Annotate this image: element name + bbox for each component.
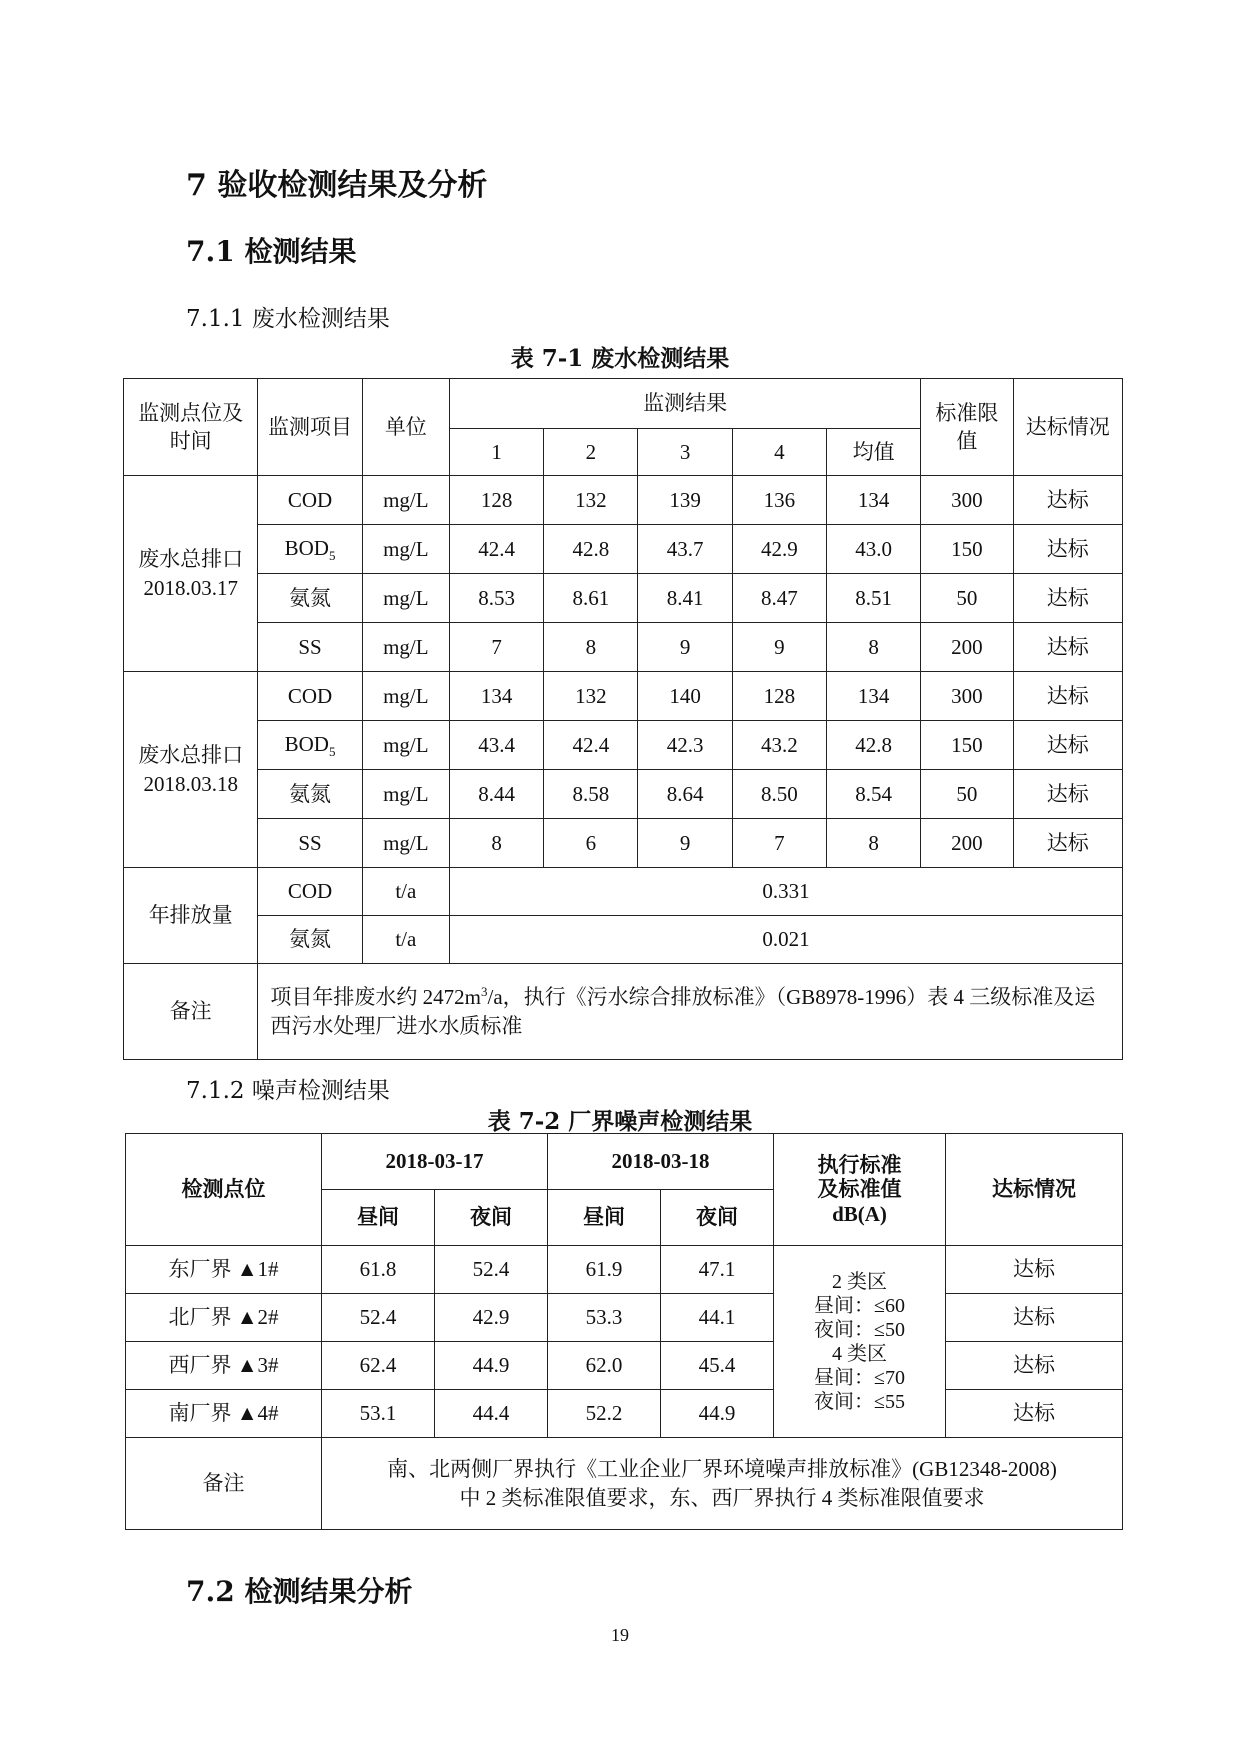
cell-d2-day: 53.3 bbox=[548, 1294, 661, 1342]
table2-caption: 表 7-2 厂界噪声检测结果 bbox=[487, 1108, 753, 1135]
cell-unit: mg/L bbox=[362, 672, 449, 721]
header-point: 检测点位 bbox=[126, 1134, 322, 1246]
cell-v1: 8.53 bbox=[449, 574, 543, 623]
standard-line: 夜间：≤50 bbox=[814, 1318, 905, 1341]
cell-v3: 9 bbox=[638, 623, 732, 672]
note-label: 备注 bbox=[126, 1438, 322, 1530]
header-standard-line3: dB(A) bbox=[832, 1201, 887, 1226]
standard-values bbox=[774, 1246, 946, 1438]
cell-point: 南厂界 ▲4# bbox=[126, 1390, 322, 1438]
cell-item: 氨氮 bbox=[258, 916, 362, 964]
cell-avg: 42.8 bbox=[827, 721, 921, 770]
note-line2: 中 2 类标准限值要求，东、西厂界执行 4 类标准限值要求 bbox=[459, 1485, 985, 1510]
cell-item: COD bbox=[258, 476, 362, 525]
table-row bbox=[124, 672, 1123, 721]
cell-d2-night: 44.1 bbox=[661, 1294, 774, 1342]
cell-item: COD bbox=[258, 868, 362, 916]
table-row bbox=[126, 1390, 1123, 1438]
cell-status: 达标 bbox=[1013, 819, 1122, 868]
cell-v2: 8.58 bbox=[544, 770, 638, 819]
note-text bbox=[322, 1438, 1123, 1530]
cell-v2: 6 bbox=[544, 819, 638, 868]
cell-d1-night: 44.4 bbox=[435, 1390, 548, 1438]
standard-line: 昼间：≤60 bbox=[814, 1294, 905, 1317]
cell-item: SS bbox=[258, 819, 362, 868]
cell-v4: 7 bbox=[732, 819, 826, 868]
cell-v1: 7 bbox=[449, 623, 543, 672]
cell-status: 达标 bbox=[1013, 623, 1122, 672]
page-number: 19 bbox=[611, 1625, 629, 1645]
cell-v2: 8.61 bbox=[544, 574, 638, 623]
header-item: 监测项目 bbox=[258, 379, 362, 476]
cell-limit: 300 bbox=[921, 672, 1013, 721]
cell-status: 达标 bbox=[1013, 672, 1122, 721]
cell-v1: 42.4 bbox=[449, 525, 543, 574]
cell-item-text: BOD bbox=[284, 535, 329, 560]
cell-v4: 43.2 bbox=[732, 721, 826, 770]
cell-d1-night: 44.9 bbox=[435, 1342, 548, 1390]
annual-value: 0.331 bbox=[449, 868, 1122, 916]
annual-value: 0.021 bbox=[449, 916, 1122, 964]
table-row bbox=[124, 916, 1123, 964]
note-text bbox=[258, 964, 1123, 1060]
table-row bbox=[126, 1294, 1123, 1342]
note-line1: 南、北两侧厂界执行《工业企业厂界环境噪声排放标准》(GB12348-2008) bbox=[387, 1457, 1057, 1482]
header-n3: 3 bbox=[638, 429, 732, 476]
table-row bbox=[124, 721, 1123, 770]
table-row bbox=[124, 476, 1123, 525]
cell-item-subscript: 5 bbox=[328, 743, 336, 759]
cell-limit: 150 bbox=[921, 525, 1013, 574]
cell-item: COD bbox=[258, 672, 362, 721]
cell-d1-day: 53.1 bbox=[322, 1390, 435, 1438]
cell-d2-night: 47.1 bbox=[661, 1246, 774, 1294]
cell-v2: 8 bbox=[544, 623, 638, 672]
table-row bbox=[126, 1246, 1123, 1294]
cell-v4: 128 bbox=[732, 672, 826, 721]
cell-limit: 150 bbox=[921, 721, 1013, 770]
cell-v3: 8.64 bbox=[638, 770, 732, 819]
group1-date: 2018.03.17 bbox=[143, 575, 238, 600]
standard-line: 夜间：≤55 bbox=[814, 1390, 905, 1413]
header-point: 监测点位及时间 bbox=[124, 379, 258, 476]
cell-d1-night: 52.4 bbox=[435, 1246, 548, 1294]
cell-limit: 300 bbox=[921, 476, 1013, 525]
cell-avg: 8.51 bbox=[827, 574, 921, 623]
cell-status: 达标 bbox=[1013, 574, 1122, 623]
cell-v4: 8.47 bbox=[732, 574, 826, 623]
table-row bbox=[124, 525, 1123, 574]
cell-status: 达标 bbox=[1013, 721, 1122, 770]
cell-unit: t/a bbox=[362, 916, 449, 964]
cell-limit: 50 bbox=[921, 770, 1013, 819]
table-row bbox=[124, 868, 1123, 916]
cell-v4: 42.9 bbox=[732, 525, 826, 574]
header-unit: 单位 bbox=[362, 379, 449, 476]
table-row bbox=[124, 964, 1123, 1060]
cell-v1: 128 bbox=[449, 476, 543, 525]
table-row bbox=[126, 1438, 1123, 1530]
cell-item-text: BOD bbox=[284, 731, 329, 756]
cell-unit: mg/L bbox=[362, 819, 449, 868]
cell-v2: 132 bbox=[544, 672, 638, 721]
cell-status: 达标 bbox=[946, 1294, 1123, 1342]
header-n1: 1 bbox=[449, 429, 543, 476]
table-row bbox=[124, 623, 1123, 672]
cell-v4: 9 bbox=[732, 623, 826, 672]
subsection-title-7-1: 7.1 检测结果 bbox=[186, 235, 357, 268]
group2-point bbox=[124, 672, 258, 868]
cell-unit: mg/L bbox=[362, 476, 449, 525]
header-n4: 4 bbox=[732, 429, 826, 476]
header-date2: 2018-03-18 bbox=[548, 1134, 774, 1190]
header-day: 昼间 bbox=[322, 1190, 435, 1246]
wastewater-results-table bbox=[123, 378, 1123, 1060]
cell-avg: 8.54 bbox=[827, 770, 921, 819]
cell-item bbox=[258, 721, 362, 770]
cell-unit: mg/L bbox=[362, 525, 449, 574]
cell-status: 达标 bbox=[946, 1342, 1123, 1390]
cell-unit: mg/L bbox=[362, 623, 449, 672]
cell-d2-day: 62.0 bbox=[548, 1342, 661, 1390]
cell-item-subscript: 5 bbox=[328, 547, 336, 563]
cell-unit: t/a bbox=[362, 868, 449, 916]
cell-limit: 200 bbox=[921, 623, 1013, 672]
standard-line: 昼间：≤70 bbox=[814, 1366, 905, 1389]
cell-point: 北厂界 ▲2# bbox=[126, 1294, 322, 1342]
cell-status: 达标 bbox=[946, 1246, 1123, 1294]
cell-d2-day: 52.2 bbox=[548, 1390, 661, 1438]
table-row bbox=[126, 1342, 1123, 1390]
cell-v3: 8.41 bbox=[638, 574, 732, 623]
cell-d1-day: 61.8 bbox=[322, 1246, 435, 1294]
cell-avg: 8 bbox=[827, 623, 921, 672]
section-title: 7 验收检测结果及分析 bbox=[186, 168, 488, 203]
group1-location: 废水总排口 bbox=[138, 547, 244, 572]
header-status: 达标情况 bbox=[946, 1134, 1123, 1246]
header-night: 夜间 bbox=[435, 1190, 548, 1246]
cell-status: 达标 bbox=[1013, 476, 1122, 525]
cell-limit: 50 bbox=[921, 574, 1013, 623]
noise-results-table bbox=[125, 1133, 1123, 1530]
note-superscript: 3 bbox=[480, 984, 488, 1000]
note-text-a: 项目年排废水约 2472m bbox=[270, 985, 481, 1010]
header-standard bbox=[774, 1134, 946, 1246]
table-row bbox=[124, 819, 1123, 868]
cell-d2-night: 44.9 bbox=[661, 1390, 774, 1438]
cell-d1-day: 52.4 bbox=[322, 1294, 435, 1342]
header-results: 监测结果 bbox=[449, 379, 920, 429]
cell-v3: 140 bbox=[638, 672, 732, 721]
standard-line: 4 类区 bbox=[832, 1342, 887, 1365]
cell-unit: mg/L bbox=[362, 721, 449, 770]
cell-v3: 9 bbox=[638, 819, 732, 868]
header-limit: 标准限值 bbox=[921, 379, 1013, 476]
cell-v4: 136 bbox=[732, 476, 826, 525]
cell-point: 东厂界 ▲1# bbox=[126, 1246, 322, 1294]
cell-avg: 134 bbox=[827, 672, 921, 721]
subsubsection-title-7-1-2: 7.1.2 噪声检测结果 bbox=[186, 1078, 390, 1104]
note-text-b: /a，执行《污水综合排放标准》（GB8978-1996）表 4 三级标准及运西污水处理厂进水水质标准 bbox=[270, 985, 1096, 1038]
header-avg: 均值 bbox=[827, 429, 921, 476]
cell-item bbox=[258, 525, 362, 574]
cell-d2-night: 45.4 bbox=[661, 1342, 774, 1390]
cell-avg: 43.0 bbox=[827, 525, 921, 574]
cell-avg: 8 bbox=[827, 819, 921, 868]
cell-status: 达标 bbox=[946, 1390, 1123, 1438]
cell-item: SS bbox=[258, 623, 362, 672]
header-status: 达标情况 bbox=[1013, 379, 1122, 476]
cell-v4: 8.50 bbox=[732, 770, 826, 819]
header-day: 昼间 bbox=[548, 1190, 661, 1246]
table-row bbox=[124, 574, 1123, 623]
group2-location: 废水总排口 bbox=[138, 743, 244, 768]
cell-status: 达标 bbox=[1013, 525, 1122, 574]
cell-item: 氨氮 bbox=[258, 574, 362, 623]
cell-unit: mg/L bbox=[362, 770, 449, 819]
note-label: 备注 bbox=[124, 964, 258, 1060]
cell-limit: 200 bbox=[921, 819, 1013, 868]
cell-v1: 134 bbox=[449, 672, 543, 721]
cell-avg: 134 bbox=[827, 476, 921, 525]
cell-v1: 43.4 bbox=[449, 721, 543, 770]
cell-v1: 8 bbox=[449, 819, 543, 868]
cell-v2: 42.4 bbox=[544, 721, 638, 770]
subsection-title-7-2: 7.2 检测结果分析 bbox=[186, 1575, 413, 1608]
cell-item: 氨氮 bbox=[258, 770, 362, 819]
cell-v3: 43.7 bbox=[638, 525, 732, 574]
header-standard-line1: 执行标准 bbox=[817, 1153, 902, 1178]
annual-label: 年排放量 bbox=[124, 868, 258, 964]
subsubsection-title-7-1-1: 7.1.1 废水检测结果 bbox=[186, 306, 390, 332]
cell-v3: 139 bbox=[638, 476, 732, 525]
cell-v1: 8.44 bbox=[449, 770, 543, 819]
group1-point bbox=[124, 476, 258, 672]
cell-d1-day: 62.4 bbox=[322, 1342, 435, 1390]
table-row bbox=[124, 770, 1123, 819]
cell-v3: 42.3 bbox=[638, 721, 732, 770]
header-standard-line2: 及标准值 bbox=[817, 1177, 902, 1202]
cell-status: 达标 bbox=[1013, 770, 1122, 819]
cell-v2: 42.8 bbox=[544, 525, 638, 574]
header-n2: 2 bbox=[544, 429, 638, 476]
cell-d2-day: 61.9 bbox=[548, 1246, 661, 1294]
header-night: 夜间 bbox=[661, 1190, 774, 1246]
standard-line: 2 类区 bbox=[832, 1270, 887, 1293]
group2-date: 2018.03.18 bbox=[143, 771, 238, 796]
cell-d1-night: 42.9 bbox=[435, 1294, 548, 1342]
cell-unit: mg/L bbox=[362, 574, 449, 623]
header-date1: 2018-03-17 bbox=[322, 1134, 548, 1190]
cell-point: 西厂界 ▲3# bbox=[126, 1342, 322, 1390]
table1-caption: 表 7-1 废水检测结果 bbox=[510, 345, 730, 372]
cell-v2: 132 bbox=[544, 476, 638, 525]
